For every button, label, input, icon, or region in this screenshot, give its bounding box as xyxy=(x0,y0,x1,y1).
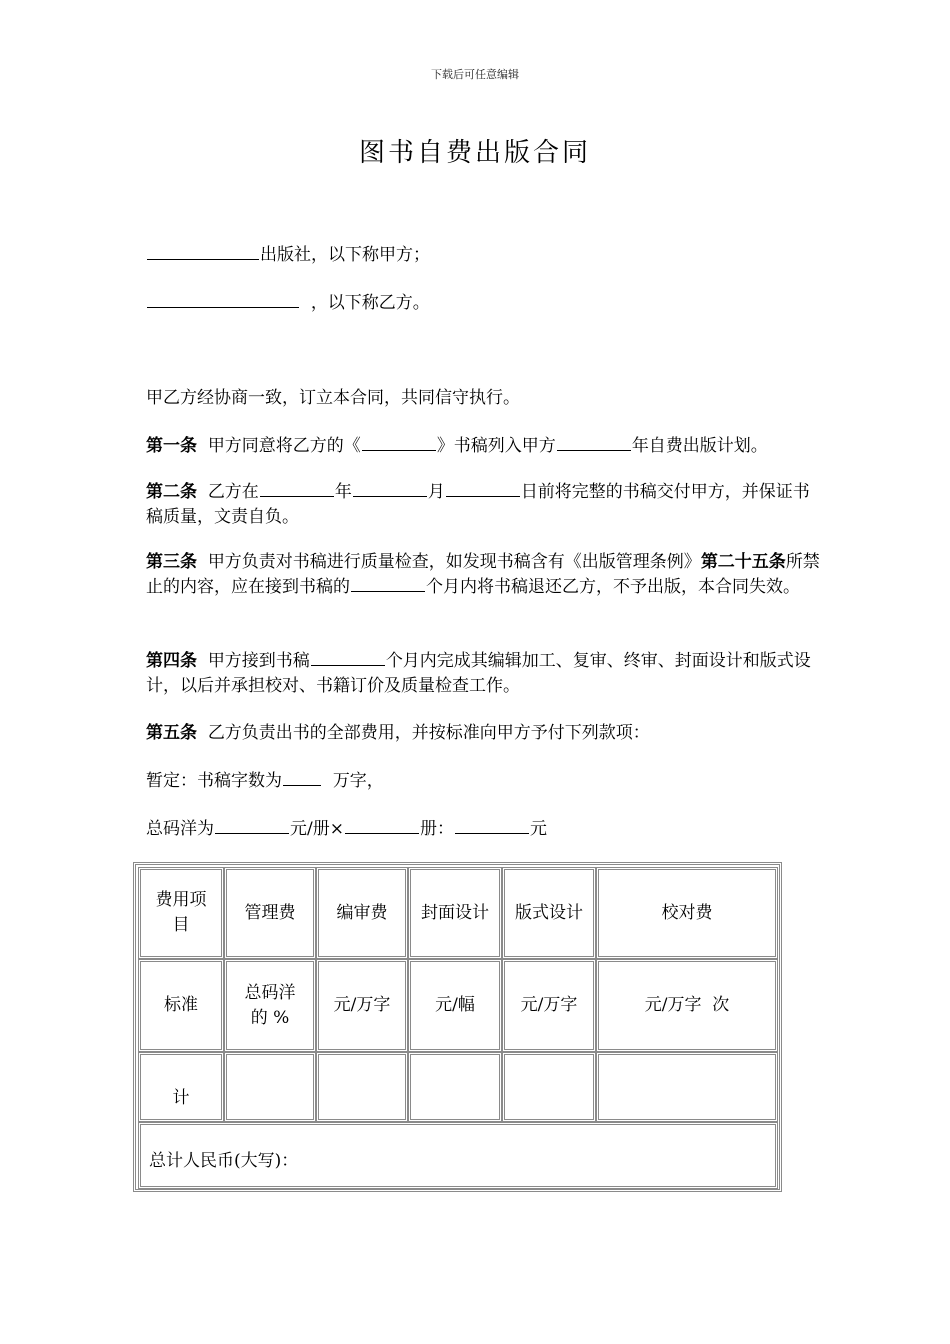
standard-cell: 标准 xyxy=(138,959,224,1052)
header-cell: 封面设计 xyxy=(408,867,502,959)
party-b-line: ，以下称乙方。 xyxy=(146,290,430,316)
article-3: 第三条 甲方负责对书稿进行质量检查，如发现书稿含有《出版管理条例》第二十五条所禁止的内容，应在接到书稿的 个月内将书稿退还乙方，不予出版，本合同失效。 xyxy=(146,552,820,597)
standard-cell: 总码洋的 % xyxy=(224,959,316,1052)
deliver-day-blank[interactable] xyxy=(446,480,520,497)
fee-table xyxy=(133,862,782,1192)
article-2: 第二条 乙方在 年 月 日前将完整的书稿交付甲方，并保证书稿质量，文责自负。 xyxy=(146,482,810,527)
party-b-blank[interactable] xyxy=(147,291,299,308)
edit-months-blank[interactable] xyxy=(311,649,385,666)
total-amount-blank[interactable] xyxy=(455,817,529,834)
standard-cell: 元/万字 xyxy=(502,959,596,1052)
grand-total-cell: 总计人民币(大写)： xyxy=(138,1122,778,1189)
document-title: 图书自费出版合同 xyxy=(358,138,591,168)
return-months-blank[interactable] xyxy=(351,575,425,592)
subtotal-cell[interactable] xyxy=(224,1052,316,1122)
header-note: 下载后可任意编辑 xyxy=(431,68,519,81)
header-cell: 费用项目 xyxy=(138,867,224,959)
subtotal-cell[interactable] xyxy=(596,1052,778,1122)
party-a-blank[interactable] xyxy=(147,243,259,260)
book-title-blank[interactable] xyxy=(362,434,436,451)
article-5: 第五条 乙方负责出书的全部费用，并按标准向甲方予付下列款项： xyxy=(146,723,650,743)
standard-cell: 元/万字 次 xyxy=(596,959,778,1052)
party-a-line: 出版社，以下称甲方； xyxy=(146,242,430,268)
total-price-line: 总码洋为 元/册× 册： 元 xyxy=(146,819,547,839)
header-cell: 管理费 xyxy=(224,867,316,959)
standard-cell: 元/万字 xyxy=(316,959,408,1052)
subtotal-cell[interactable] xyxy=(316,1052,408,1122)
header-cell: 校对费 xyxy=(596,867,778,959)
deliver-month-blank[interactable] xyxy=(353,480,427,497)
article-1: 第一条 甲方同意将乙方的《 》书稿列入甲方 年自费出版计划。 xyxy=(146,436,768,456)
unit-price-blank[interactable] xyxy=(215,817,289,834)
copies-blank[interactable] xyxy=(345,817,419,834)
header-cell: 版式设计 xyxy=(502,867,596,959)
article-4: 第四条 甲方接到书稿 个月内完成其编辑加工、复审、终审、封面设计和版式设计，以后并承担校对、书籍订价及质量检查工作。 xyxy=(146,651,811,696)
subtotal-cell[interactable] xyxy=(408,1052,502,1122)
subtotal-cell[interactable] xyxy=(502,1052,596,1122)
standard-cell: 元/幅 xyxy=(408,959,502,1052)
word-count-blank[interactable] xyxy=(283,769,321,786)
plan-year-blank[interactable] xyxy=(557,434,631,451)
word-count-line: 暂定：书稿字数为 万字， xyxy=(146,771,384,791)
subtotal-label: 计 xyxy=(138,1052,224,1122)
deliver-year-blank[interactable] xyxy=(260,480,334,497)
header-cell: 编审费 xyxy=(316,867,408,959)
intro-text: 甲乙方经协商一致，订立本合同，共同信守执行。 xyxy=(146,388,520,408)
